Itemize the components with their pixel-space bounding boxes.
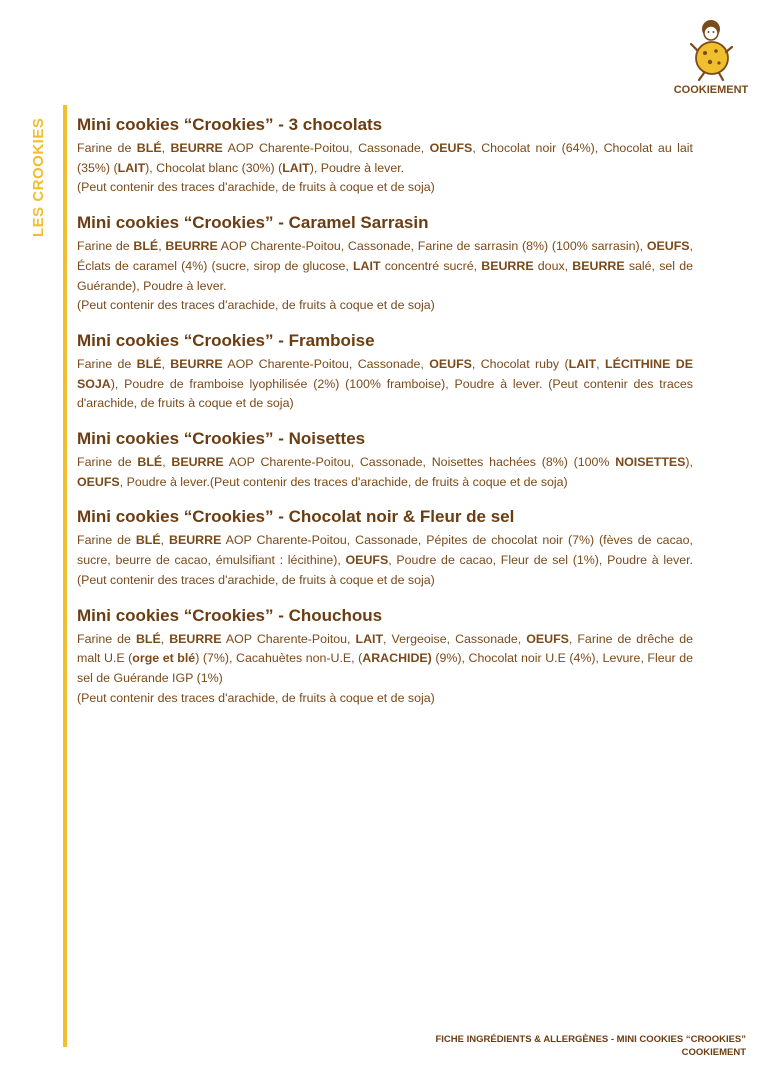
ingredient-text: ,	[596, 356, 605, 371]
allergen-text: LAIT	[117, 160, 146, 175]
product-item	[77, 428, 693, 492]
allergen-text: BLÉ	[136, 356, 162, 371]
allergen-text: BLÉ	[137, 455, 163, 470]
cookie-mascot-icon	[673, 18, 749, 82]
ingredient-text: doux,	[533, 258, 573, 273]
ingredient-text: AOP Charente-Poitou, Cassonade, Pépites de chocolat noir (7%) (fèves de cacao, sucre, beurre de cacao, émulsifiant : lécithine),	[77, 533, 693, 568]
ingredient-text: Farine de	[77, 533, 136, 548]
ingredient-text: Farine de	[77, 239, 134, 254]
ingredient-text: ,	[161, 356, 171, 371]
allergen-text: BLÉ	[136, 141, 162, 155]
allergen-warning: (Peut contenir des traces d'arachide, de fruits à coque et de soja)	[77, 298, 435, 313]
ingredient-text: , Poudre de cacao, Fleur de sel (1%), Poudre à lever. (Peut contenir des traces d'arachide, de fruits à coque et de soja)	[77, 553, 693, 587]
allergen-text: ARACHIDE)	[362, 651, 432, 666]
allergen-text: LAIT	[355, 631, 384, 646]
ingredient-text: (9%), Chocolat noir U.E (4%), Levure, Fleur de sel de Guérande IGP (1%)	[77, 651, 694, 685]
allergen-warning: (Peut contenir des traces d'arachide, de fruits à coque et de soja)	[77, 690, 435, 705]
ingredient-text: salé, sel de Guérande), Poudre à lever.	[77, 258, 694, 293]
product-ingredients	[77, 453, 693, 492]
ingredient-text: ,	[160, 631, 170, 646]
ingredient-text: AOP Charente-Poitou, Cassonade,	[222, 356, 430, 371]
allergen-text: BEURRE	[170, 356, 223, 371]
allergen-text: orge et blé	[132, 651, 196, 666]
footer-brand: COOKIEMENT	[681, 1047, 746, 1058]
ingredient-text: ) (7%), Cacahuètes non-U.E, (	[195, 651, 363, 666]
product-item	[77, 212, 693, 316]
ingredient-text: ,	[160, 533, 170, 548]
ingredient-text: , Chocolat ruby (	[471, 356, 569, 371]
brand-logo-text: COOKIEMENT	[673, 84, 749, 96]
ingredient-text: AOP Charente-Poitou, Cassonade,	[222, 141, 430, 155]
product-ingredients	[77, 630, 693, 709]
allergen-text: BEURRE	[169, 533, 222, 548]
product-title: Mini cookies “Crookies” - Caramel Sarrasin	[77, 213, 429, 233]
ingredient-text: ,	[158, 239, 166, 254]
ingredient-text: ), Poudre à lever.	[309, 160, 405, 175]
ingredient-text: AOP Charente-Poitou,	[221, 631, 356, 646]
product-ingredients	[77, 139, 693, 198]
allergen-text: OEUFS	[77, 474, 120, 489]
product-item	[77, 506, 693, 590]
ingredient-text: Farine de	[77, 631, 136, 646]
product-title: Mini cookies “Crookies” - 3 chocolats	[77, 115, 383, 134]
allergen-text: BEURRE	[169, 631, 222, 646]
footer-document-title: FICHE INGRÉDIENTS & ALLERGÈNES - MINI COOKIES “CROOKIES”	[435, 1034, 746, 1045]
allergen-text: BEURRE	[171, 455, 224, 470]
ingredient-text: , Farine de drêche de malt U.E (	[77, 631, 693, 666]
allergen-text: OEUFS	[526, 631, 569, 646]
allergen-text: OEUFS	[429, 356, 472, 371]
page-footer	[435, 1033, 746, 1059]
ingredient-text: ), Chocolat blanc (30%) (	[145, 160, 283, 175]
ingredient-text: , Éclats de caramel (4%) (sucre, sirop de glucose,	[77, 239, 694, 273]
allergen-text: NOISETTES	[615, 455, 686, 470]
ingredient-text: ),	[685, 455, 693, 470]
product-item	[77, 114, 693, 198]
ingredient-text: Farine de	[77, 141, 137, 155]
product-title: Mini cookies “Crookies” - Chouchous	[77, 605, 383, 625]
product-ingredients	[77, 531, 693, 590]
allergen-text: LAIT	[282, 160, 310, 175]
side-accent-bar	[63, 105, 67, 1047]
allergen-text: LAIT	[568, 356, 597, 371]
product-list	[77, 114, 693, 722]
ingredient-text: , Chocolat noir (64%), Chocolat au lait (35%) (	[77, 141, 693, 175]
section-side-label: LES CROOKIES	[30, 117, 47, 237]
allergen-text: OEUFS	[429, 141, 473, 155]
ingredient-text: Farine de	[77, 356, 137, 371]
allergen-text: BLÉ	[135, 631, 161, 646]
allergen-text: LAIT	[352, 258, 381, 273]
ingredient-text: , Vergeoise, Cassonade,	[383, 631, 527, 646]
product-title: Mini cookies “Crookies” - Framboise	[77, 330, 375, 350]
ingredient-text: , Poudre à lever.(Peut contenir des traces d'arachide, de fruits à coque et de soja)	[119, 474, 568, 489]
product-ingredients	[77, 237, 693, 316]
ingredient-text: AOP Charente-Poitou, Cassonade, Farine de sarrasin (8%) (100% sarrasin),	[217, 239, 647, 254]
ingredient-text: Farine de	[77, 455, 138, 470]
allergen-text: OEUFS	[345, 553, 389, 568]
ingredient-text: ,	[161, 141, 171, 155]
allergen-text: BLÉ	[133, 239, 159, 254]
allergen-text: BLÉ	[135, 533, 161, 548]
ingredient-text: ), Poudre de framboise lyophilisée (2%) (100% framboise), Poudre à lever. (Peut contenir des traces d'arachide, de fruits à coque et de soja)	[77, 376, 693, 411]
product-ingredients	[77, 355, 693, 414]
allergen-text: BEURRE	[481, 258, 534, 273]
product-title: Mini cookies “Crookies” - Noisettes	[77, 429, 366, 449]
product-item	[77, 330, 693, 414]
allergen-text: BEURRE	[170, 141, 223, 155]
ingredient-text: AOP Charente-Poitou, Cassonade, Noisettes hachées (8%) (100%	[223, 455, 616, 470]
brand-logo	[673, 18, 749, 106]
ingredient-text: concentré sucré,	[380, 258, 482, 273]
product-title: Mini cookies “Crookies” - Chocolat noir & Fleur de sel	[77, 507, 515, 527]
allergen-text: LÉCITHINE DE SOJA	[77, 356, 693, 391]
allergen-text: OEUFS	[646, 239, 690, 254]
allergen-text: BEURRE	[572, 258, 625, 273]
allergen-text: BEURRE	[165, 239, 218, 254]
ingredient-text: ,	[162, 455, 172, 470]
allergen-warning: (Peut contenir des traces d'arachide, de fruits à coque et de soja)	[77, 180, 435, 195]
product-item	[77, 605, 693, 709]
